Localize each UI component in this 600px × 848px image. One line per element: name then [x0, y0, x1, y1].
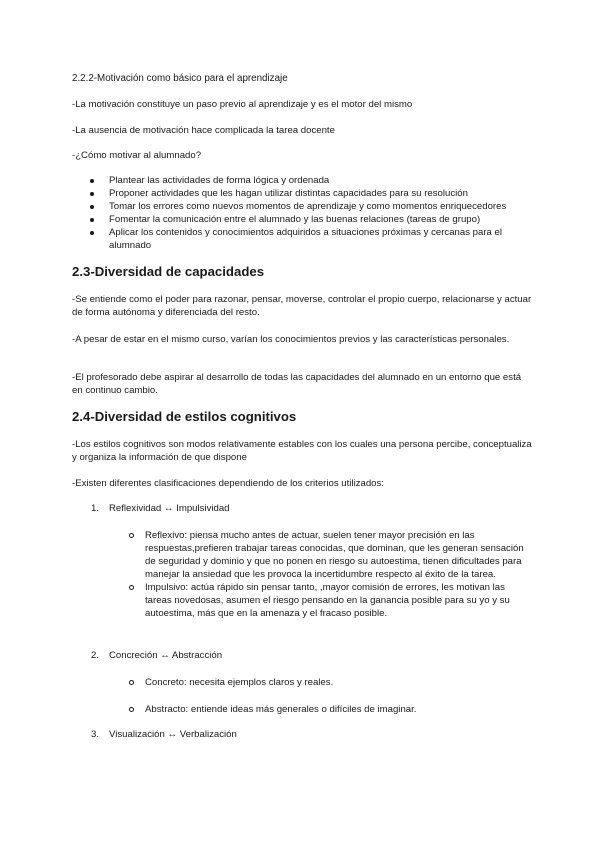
item-title: Visualización ↔ Verbalización: [109, 729, 237, 740]
paragraph: -Existen diferentes clasificaciones dependiendo de los criterios utilizados:: [72, 478, 384, 489]
paragraph: -Se entiende como el poder para razonar, pensar, moverse, controlar el propio cuerpo, relacionarse y actuar de forma autónoma y diferenciada del resto.: [72, 294, 532, 318]
sub-list: [128, 703, 528, 716]
list-item: Plantear las actividades de forma lógica y ordenada: [72, 174, 537, 187]
sub-list: [128, 676, 528, 689]
paragraph: -La motivación constituye un paso previo al aprendizaje y es el motor del mismo: [72, 99, 413, 110]
item-title: Concreción ↔ Abstracción: [109, 650, 223, 661]
paragraph: -A pesar de estar en el mismo curso, varían los conocimientos previos y las características personales.: [72, 334, 510, 345]
list-item: Aplicar los contenidos y conocimientos adquiridos a situaciones próximas y cercanas para el alumnado: [72, 226, 537, 252]
section-heading-2-3: 2.3-Diversidad de capacidades: [72, 264, 265, 279]
paragraph: -La ausencia de motivación hace complicada la tarea docente: [72, 125, 335, 136]
sub-list: [128, 529, 528, 620]
list-item: Tomar los errores como nuevos momentos de aprendizaje y como momentos enriquecedores: [72, 200, 537, 213]
numbered-item-3: [91, 728, 521, 741]
paragraph: -El profesorado debe aspirar al desarrollo de todas las capacidades del alumnado en un entorno que está en continuo cambio.: [72, 372, 522, 396]
list-item: Proponer actividades que les hagan utilizar distintas capacidades para su resolución: [72, 187, 537, 200]
section-heading-2-4: 2.4-Diversidad de estilos cognitivos: [72, 409, 297, 424]
numbered-item-2: [91, 649, 521, 662]
item-title: Reflexividad ↔ Impulsividad: [109, 503, 230, 514]
subsection-heading-2-2-2: 2.2.2-Motivación como básico para el aprendizaje: [72, 73, 288, 84]
item-number: 3.: [91, 729, 100, 740]
paragraph: -¿Cómo motivar al alumnado?: [72, 150, 202, 161]
sub-list-item: Concreto: necesita ejemplos claros y reales.: [128, 676, 528, 689]
sub-list-item: Impulsivo: actúa rápido sin pensar tanto, ,mayor comisión de errores, les motivan las tareas novedosas, asumen el riesgo pensando en la ganancia posible para su yo y su autoestima, más que en la amenaza y el fracaso posible.: [128, 581, 528, 620]
sub-list-item: Abstracto: entiende ideas más generales o difíciles de imaginar.: [128, 703, 528, 716]
item-number: 1.: [91, 503, 100, 514]
sub-list-item: Reflexivo: piensa mucho antes de actuar, suelen tener mayor precisión en las respuestas,prefieren trabajar tareas conocidas, que dominan, que les generan sensación de seguridad y dominio y que no ponen en riesgo su autoestima, tienen dificultades para manejar la ansiedad que les provoca la incertidumbre respecto al éxito de la tarea.: [128, 529, 528, 581]
list-item: Fomentar la comunicación entre el alumnado y las buenas relaciones (tareas de grupo): [72, 213, 537, 226]
item-number: 2.: [91, 650, 100, 661]
numbered-item-1: [91, 502, 521, 515]
paragraph: -Los estilos cognitivos son modos relativamente estables con los cuales una persona percibe, conceptualiza y organiza la información de que dispone: [72, 439, 532, 463]
bullet-list: [72, 174, 537, 252]
